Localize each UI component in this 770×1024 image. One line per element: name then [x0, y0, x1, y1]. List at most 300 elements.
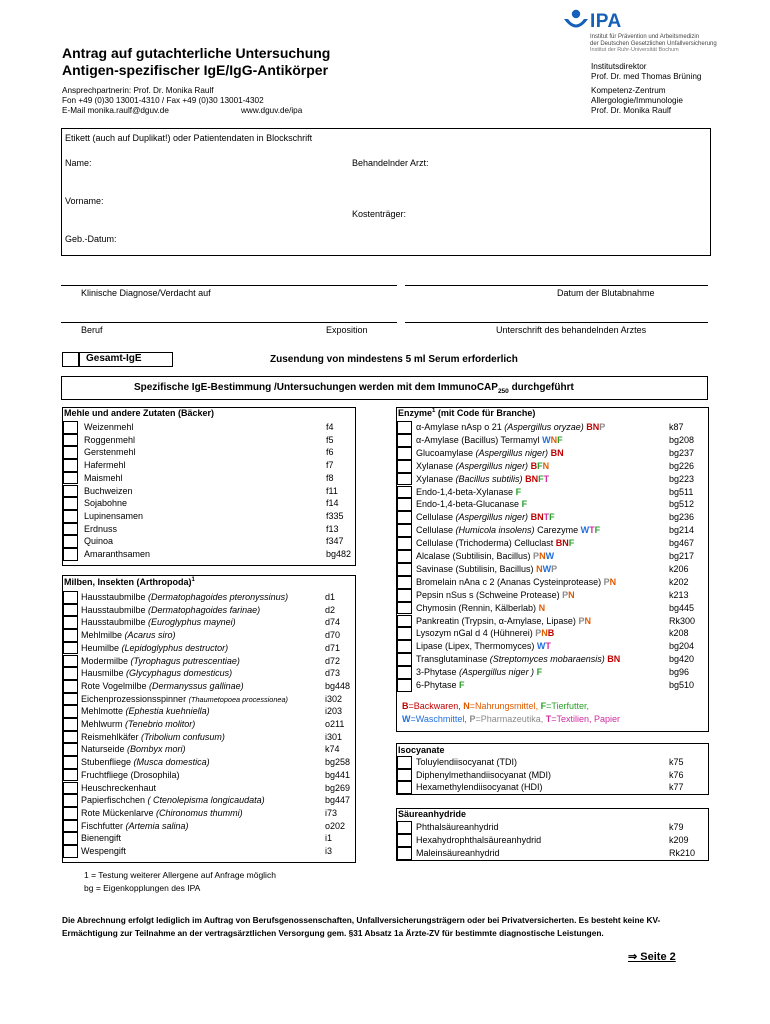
anhydride-code: Rk210 [669, 848, 696, 858]
mites-name: Heumilbe [81, 642, 122, 653]
bakery-checkbox[interactable] [63, 510, 78, 523]
isocyanate-row [416, 769, 551, 781]
logo-line-1: Institut für Prävention und Arbeitsmedizin [590, 34, 700, 40]
enzyme-branch-tag: N [541, 628, 548, 639]
patient-name-field[interactable]: Name: [65, 158, 92, 168]
bakery-name: Lupinensamen [84, 510, 144, 521]
enzyme-branch-tag: W [536, 641, 546, 652]
job-label: Beruf [81, 325, 103, 335]
enzyme-row [416, 640, 551, 652]
enzyme-row [416, 421, 605, 433]
enzyme-name: α-Amylase (Bacillus) Termamyl [416, 434, 543, 445]
enzyme-legend-item: =Textilien, Papier [551, 714, 621, 724]
enzyme-legend-item: B [402, 701, 409, 711]
enzyme-checkbox[interactable] [397, 498, 412, 511]
bakery-code: f335 [326, 510, 344, 521]
enzyme-name: Bromelain nAna c 2 (Ananas Cysteinprotease) [416, 576, 604, 587]
enzyme-row [416, 473, 549, 485]
enzyme-legend-item: =Tierfutter, [546, 701, 590, 711]
enzyme-legend-item: =Nahrungsmittel, [469, 701, 541, 711]
enzyme-branch-tag: N [609, 576, 617, 587]
enzyme-checkbox[interactable] [397, 511, 412, 524]
enzyme-legend-item: =Backwaren, [408, 701, 464, 711]
enzyme-code: bg217 [669, 551, 695, 561]
enzyme-branch-tag: W [545, 551, 555, 561]
enzyme-branch-tag: T [545, 641, 551, 652]
mites-code: d74 [325, 617, 341, 628]
bakery-row [84, 446, 136, 458]
bakery-code: f14 [326, 498, 339, 509]
mites-name: Eichenprozessionsspinner [81, 693, 189, 704]
anhydride-checkbox[interactable] [397, 834, 412, 847]
mites-latin: (Lepidoglyphus destructor) [121, 642, 229, 653]
enzyme-latin: (Aspergillus niger) [455, 512, 529, 523]
enzyme-name: Xylanase [416, 460, 456, 471]
birthdate-field[interactable]: Geb.-Datum: [65, 234, 117, 244]
mites-latin: (Tyrophagus putrescentiae) [130, 655, 240, 666]
bakery-row [84, 459, 126, 471]
bakery-row [84, 510, 143, 522]
enzyme-suffix: Carezyme [534, 525, 581, 536]
enzyme-branch-tag: B [530, 460, 538, 471]
enzyme-latin: (Bacillus subtilis) [455, 473, 523, 484]
enzyme-code: bg445 [669, 602, 695, 613]
mites-latin: (Dermatophagoides farinae) [148, 604, 261, 615]
bakery-checkbox[interactable] [63, 446, 78, 459]
bakery-name: Hafermehl [84, 460, 126, 471]
enzyme-row [416, 511, 555, 523]
enzyme-branch-tag: N [584, 615, 591, 626]
enzyme-name: Xylanase [416, 473, 456, 484]
enzyme-checkbox[interactable] [397, 550, 412, 563]
bakery-checkbox[interactable] [63, 523, 78, 536]
anhydride-row [416, 834, 541, 846]
specific-ige-heading-text: Spezifische IgE-Bestimmung /Untersuchungen werden mit dem ImmunoCAP [134, 382, 498, 393]
mites-checkbox[interactable] [63, 604, 78, 617]
mites-checkbox[interactable] [63, 807, 78, 820]
anhydride-name: Phthalsäureanhydrid [416, 822, 499, 832]
mites-name: Mehlmilbe [81, 630, 125, 641]
mites-latin: (Glycyphagus domesticus) [126, 668, 233, 679]
patient-data-box [61, 128, 711, 256]
mites-checkbox[interactable] [63, 616, 78, 629]
enzyme-legend-line [402, 713, 620, 726]
isocyanate-code: k77 [669, 782, 684, 793]
mites-name: Rote Mückenlarve [81, 807, 157, 818]
enzyme-branch-tag: P [533, 551, 540, 561]
mites-name: Mehlmotte [81, 706, 126, 717]
mites-row [81, 655, 240, 667]
enzyme-branch-tag: F [549, 512, 555, 523]
bakery-checkbox[interactable] [63, 472, 78, 485]
enzyme-code: k202 [669, 576, 689, 587]
enzyme-code: bg511 [669, 486, 694, 497]
page-title: Antrag auf gutachterliche Untersuchung [62, 45, 331, 61]
enzyme-row [416, 447, 564, 459]
bakery-checkbox[interactable] [63, 548, 78, 561]
enzyme-branch-tag: F [538, 473, 544, 484]
disclaimer-line-1: Die Abrechnung erfolgt lediglich im Auftrag von Berufsgenossenschaften, Unfallversicherungsträgern oder bei Privatversicherten. Es besteht keine KV- [62, 915, 661, 925]
enzyme-branch-tag: F [594, 525, 601, 536]
mites-checkbox[interactable] [63, 769, 78, 782]
mites-checkbox[interactable] [63, 655, 78, 668]
bakery-title: Mehle und andere Zutaten (Bäcker) [64, 408, 215, 418]
enzyme-name: Lipase (Lipex, Thermomyces) [416, 641, 537, 652]
bakery-code: f5 [326, 434, 334, 445]
enzyme-checkbox[interactable] [397, 576, 412, 589]
mites-name: Reismehlkäfer [81, 731, 142, 742]
treating-doctor-field[interactable]: Behandelnder Arzt: [352, 158, 429, 168]
anhydride-name: Maleinsäureanhydrid [416, 848, 500, 858]
enzyme-checkbox[interactable] [397, 486, 412, 499]
anhydride-row [416, 847, 500, 859]
enzyme-code: bg214 [669, 525, 695, 536]
bakery-code: f8 [326, 472, 334, 483]
mites-checkbox[interactable] [63, 731, 78, 744]
enzyme-row [416, 460, 549, 472]
isocyanate-checkbox[interactable] [397, 769, 412, 782]
enzyme-name: Glucoamylase [416, 447, 476, 458]
enzyme-name: Cellulase [416, 512, 456, 523]
enzyme-checkbox[interactable] [397, 679, 412, 692]
mites-name: Fruchtfliege (Drosophila) [81, 769, 180, 780]
enzyme-checkbox[interactable] [397, 563, 412, 576]
mites-code: i301 [325, 731, 343, 742]
enzyme-branch-tag: BN [530, 512, 544, 523]
bakery-checkbox[interactable] [63, 485, 78, 498]
enzyme-code: k208 [669, 628, 689, 639]
specific-ige-heading-sub: 250 [497, 388, 509, 395]
bakery-checkbox[interactable] [63, 434, 78, 447]
mites-latin: (Acarus siro) [124, 630, 176, 641]
mites-latin: (Tribolium confusum) [141, 731, 225, 742]
mites-row [81, 693, 288, 706]
mites-row [81, 604, 260, 616]
center-label: Kompetenz-Zentrum [591, 86, 666, 95]
mites-latin: (Bombyx mori) [127, 744, 186, 755]
bakery-name: Amaranthsamen [84, 549, 151, 559]
bakery-checkbox[interactable] [63, 497, 78, 510]
mites-row [81, 807, 243, 819]
mites-code: d70 [325, 630, 341, 641]
mites-checkbox[interactable] [63, 845, 78, 858]
enzyme-branch-tag: F [557, 434, 563, 445]
isocyanate-title: Isocyanate [398, 745, 445, 755]
enzyme-code: bg204 [669, 641, 695, 652]
mites-checkbox[interactable] [63, 756, 78, 769]
enzyme-branch-tag: F [459, 680, 465, 690]
director-name: Prof. Dr. med Thomas Brüning [591, 72, 702, 81]
mites-checkbox[interactable] [63, 718, 78, 731]
enzyme-branch-tag: P [562, 589, 569, 600]
enzyme-name: Chymosin (Rennin, Kälberlab) [416, 602, 539, 613]
mites-checkbox[interactable] [63, 832, 78, 845]
enzyme-checkbox[interactable] [397, 434, 412, 447]
enzyme-branch-tag: F [537, 460, 543, 471]
bakery-name: Maismehl [84, 472, 123, 483]
enzyme-name: 6-Phytase [416, 680, 460, 690]
isocyanate-checkbox[interactable] [397, 781, 412, 794]
job-line[interactable] [61, 322, 397, 323]
mites-checkbox[interactable] [63, 794, 78, 807]
enzyme-checkbox[interactable] [397, 524, 412, 537]
mites-code: bg448 [325, 680, 351, 691]
enzyme-branch-tag: T [543, 512, 550, 523]
mites-code: bg258 [325, 757, 351, 768]
enzyme-title-text: Enzyme [398, 408, 433, 418]
diagnosis-label: Klinische Diagnose/Verdacht auf [81, 288, 211, 298]
enzyme-legend-line [402, 700, 620, 713]
isocyanate-checkbox[interactable] [397, 756, 412, 769]
signature-label: Unterschrift des behandelnden Arztes [496, 325, 647, 335]
enzyme-code: bg226 [669, 460, 695, 471]
bakery-row [84, 523, 117, 535]
signature-line[interactable] [405, 322, 708, 323]
enzyme-row [416, 434, 563, 446]
mites-row [81, 743, 186, 755]
enzyme-branch-tag: BN [607, 654, 621, 665]
enzyme-checkbox[interactable] [397, 627, 412, 640]
payer-field[interactable]: Kostenträger: [352, 209, 407, 219]
mites-code: d2 [325, 604, 336, 615]
enzyme-row [416, 653, 620, 665]
enzyme-name: Cellulase [416, 525, 456, 536]
director-label: Institutsdirektor [591, 62, 647, 71]
isocyanate-name: Toluylendiisocyanat (TDI) [416, 757, 518, 767]
enzyme-legend-item: P [469, 714, 476, 724]
mites-latin: (Dermatophagoides pteronyssinus) [148, 592, 289, 602]
isocyanate-name: Diphenylmethandiisocyanat (MDI) [416, 769, 552, 780]
bakery-code: f7 [326, 460, 334, 471]
bakery-row [84, 497, 127, 509]
enzyme-branch-tag: P [535, 628, 542, 639]
enzyme-checkbox[interactable] [397, 421, 412, 434]
enzyme-row [416, 627, 554, 639]
mites-code: o211 [325, 719, 345, 729]
mites-name: Papierfischchen [81, 795, 148, 806]
mites-latin: (Chironomus thummi) [156, 807, 243, 818]
mites-checkbox[interactable] [63, 667, 78, 680]
blood-date-label: Datum der Blutabnahme [557, 288, 655, 298]
mites-row [81, 705, 210, 717]
mites-name: Rote Vogelmilbe [81, 680, 150, 691]
footnote-1: 1 = Testung weiterer Allergene auf Anfrage möglich [84, 870, 276, 880]
mites-name: Mehlwurm [81, 719, 126, 729]
mites-name: Bienengift [81, 833, 122, 844]
enzyme-branch-tag: W [580, 525, 590, 536]
mites-checkbox[interactable] [63, 591, 78, 604]
enzyme-row [416, 576, 616, 588]
enzyme-branch-tag: F [521, 499, 528, 510]
mites-title [64, 577, 195, 587]
enzyme-row [416, 563, 557, 575]
enzyme-row [416, 589, 575, 601]
mites-row [81, 756, 210, 768]
mites-checkbox[interactable] [63, 705, 78, 718]
bakery-name: Erdnuss [84, 523, 118, 534]
isocyanate-code: k76 [669, 769, 684, 780]
ipa-logo [563, 9, 743, 53]
enzyme-branch-tag: F [536, 667, 543, 678]
contact-person: Ansprechpartnerin: Prof. Dr. Monika Raulf [62, 86, 214, 95]
exposure-label: Exposition [326, 325, 368, 335]
enzyme-checkbox[interactable] [397, 460, 412, 473]
enzyme-latin: (Aspergillus niger ) [459, 667, 535, 678]
mites-code: i3 [325, 846, 333, 856]
bakery-checkbox[interactable] [63, 421, 78, 434]
anhydride-title: Säureanhydride [398, 809, 467, 819]
blood-date-line[interactable] [405, 285, 708, 286]
enzyme-branch-tag: T [589, 525, 595, 536]
enzyme-code: bg237 [669, 447, 695, 458]
enzyme-checkbox[interactable] [397, 666, 412, 679]
bakery-row [84, 535, 113, 547]
enzyme-legend-item: T [545, 714, 552, 724]
patient-firstname-field[interactable]: Vorname: [65, 196, 104, 206]
next-page-link[interactable]: ⇒ Seite 2 [628, 951, 676, 963]
bakery-name: Sojabohne [84, 498, 128, 509]
anhydride-name: Hexahydrophthalsäureanhydrid [416, 835, 542, 845]
mites-latin: (Dermanyssus gallinae) [149, 680, 244, 691]
enzyme-legend-item: F [540, 701, 547, 711]
contact-phone-fax: Fon +49 (0)30 13001-4310 / Fax +49 (0)30 13001-4302 [62, 96, 264, 105]
center-field: Allergologie/Immunologie [591, 96, 683, 105]
enzyme-name: 3-Phytase [416, 667, 460, 678]
enzyme-legend-item: W [402, 714, 411, 724]
mites-name: Naturseide [81, 744, 128, 755]
mites-name: Fischfutter [81, 820, 126, 831]
mites-checkbox[interactable] [63, 743, 78, 756]
mites-checkbox[interactable] [63, 680, 78, 693]
mites-checkbox[interactable] [63, 820, 78, 833]
enzyme-branch-tag: BN [525, 473, 539, 484]
enzyme-branch-tag: N [536, 563, 543, 574]
enzyme-code: bg510 [669, 680, 695, 690]
enzyme-latin: (Aspergillus oryzae) [504, 422, 584, 432]
enzyme-branch-tag: B [547, 628, 555, 639]
mites-latin: (Artemia salina) [125, 820, 189, 831]
enzyme-checkbox[interactable] [397, 473, 412, 486]
enzyme-branch-tag: F [515, 486, 522, 497]
enzyme-row [416, 666, 542, 678]
enzyme-checkbox[interactable] [397, 653, 412, 666]
mites-name: Hausstaubmilbe [81, 617, 149, 628]
enzyme-checkbox[interactable] [397, 589, 412, 602]
bakery-name: Roggenmehl [84, 434, 136, 445]
bakery-row [84, 434, 135, 446]
mites-latin: (Ephestia kuehniella) [125, 706, 210, 717]
mites-code: bg447 [325, 795, 351, 806]
mites-checkbox[interactable] [63, 642, 78, 655]
enzyme-branch-tag: P [603, 576, 610, 587]
enzyme-checkbox[interactable] [397, 640, 412, 653]
mites-code: d1 [325, 592, 336, 602]
mites-code: k74 [325, 744, 340, 755]
mites-latin: (Musca domestica) [133, 757, 210, 768]
enzyme-latin: (Aspergillus niger) [475, 447, 549, 458]
enzyme-branch-tag: P [551, 563, 558, 574]
enzyme-code: k206 [669, 563, 689, 574]
page-subtitle: Antigen-spezifischer IgE/IgG-Antikörper [62, 62, 329, 78]
mites-code: o202 [325, 820, 346, 831]
logo-line-2: der Deutschen Gesetzlichen Unfallversicherung [590, 40, 717, 47]
mites-code: i203 [325, 706, 343, 717]
bakery-checkbox[interactable] [63, 459, 78, 472]
mites-row [81, 782, 156, 794]
mites-checkbox[interactable] [63, 629, 78, 642]
enzyme-branch-tag: N [542, 460, 550, 471]
enzyme-branch-tag: F [568, 538, 575, 549]
mites-row [81, 794, 265, 806]
mites-row [81, 832, 121, 844]
enzyme-name: Savinase (Subtilisin, Bacillus) [416, 563, 537, 574]
mites-name: Heuschreckenhaut [81, 782, 157, 793]
enzyme-branch-tag: T [543, 473, 550, 484]
center-head: Prof. Dr. Monika Raulf [591, 106, 672, 115]
bakery-checkbox[interactable] [63, 535, 78, 548]
enzyme-checkbox[interactable] [397, 615, 412, 628]
mites-checkbox[interactable] [63, 782, 78, 795]
gesamt-ige-label: Gesamt-IgE [86, 353, 142, 364]
logo-line-3: Institut der Ruhr-Universität Bochum [590, 47, 679, 53]
enzyme-code: bg420 [669, 654, 695, 665]
mites-row [81, 629, 176, 641]
mites-row [81, 591, 288, 603]
footnote-2: bg = Eigenkopplungen des IPA [84, 883, 201, 893]
enzyme-title-suffix: (mit Code für Branche) [435, 408, 536, 418]
bakery-row [84, 472, 123, 484]
enzyme-checkbox[interactable] [397, 537, 412, 550]
enzyme-code: bg236 [669, 512, 695, 523]
specific-ige-heading-suffix: durchgeführt [508, 382, 574, 393]
mites-title-sup: 1 [191, 577, 195, 583]
enzyme-name: Endo-1,4-beta-Glucanase [416, 499, 522, 510]
isocyanate-code: k75 [669, 757, 684, 767]
enzyme-branch-tag: P [578, 615, 585, 626]
ipa-logo-mark-icon [563, 9, 589, 33]
enzyme-row [416, 537, 574, 549]
enzyme-branch-tag: W [542, 563, 552, 574]
bakery-code: f13 [326, 523, 339, 534]
specific-ige-heading [134, 382, 574, 395]
mites-checkbox[interactable] [63, 693, 78, 706]
contact-email: E-Mail monika.raulf@dguv.de [62, 106, 169, 115]
enzyme-name: Endo-1,4-beta-Xylanase [416, 486, 516, 497]
enzyme-code: k213 [669, 589, 689, 600]
anhydride-code: k209 [669, 835, 689, 845]
bakery-code: f4 [326, 422, 334, 432]
contact-web: www.dguv.de/ipa [241, 106, 303, 115]
bakery-name: Quinoa [84, 536, 114, 547]
bakery-code: bg482 [326, 549, 352, 559]
enzyme-latin: (Aspergillus niger) [455, 460, 529, 471]
anhydride-checkbox[interactable] [397, 847, 412, 860]
enzyme-branch-tag: BN [586, 422, 600, 432]
anhydride-checkbox[interactable] [397, 821, 412, 834]
mites-name: Hausstaubmilbe [81, 604, 149, 615]
gesamt-ige-checkbox[interactable] [62, 352, 79, 367]
enzyme-legend-item: =Pharmazeutika, [475, 714, 546, 724]
mites-row [81, 616, 236, 628]
diagnosis-line[interactable] [61, 285, 397, 286]
enzyme-name: Alcalase (Subtilisin, Bacillus) [416, 551, 534, 561]
enzyme-legend-item: =Waschmittel, [410, 714, 470, 724]
bakery-name: Gerstenmehl [84, 447, 136, 458]
isocyanate-name: Hexamethylendiisocyanat (HDI) [416, 782, 543, 793]
enzyme-checkbox[interactable] [397, 447, 412, 460]
enzyme-checkbox[interactable] [397, 602, 412, 615]
enzyme-code: bg96 [669, 667, 690, 678]
